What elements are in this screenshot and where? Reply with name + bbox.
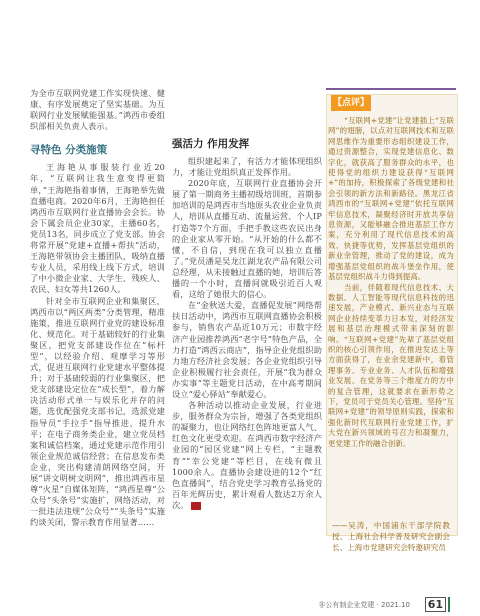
comment-accent-bar <box>326 88 456 90</box>
comment-paragraph: 当前，伴随着现代信息技术、大数据、人工智能等现代信息科技的迅速发展，产业模式、新兴业态与互联网企业持续变革力日本发，对经济发展和基层治理模式带来深刻的影响。“互联网+党建”先辈了基层党组织的核心引领作用，在推进发达上等方面获得了，在业余党建新中，着管理事务、专业业务、人才队伍和增强业发展、在党务等三个维度力的方中的复合管理，这就要求在新形势之下，党员可于党员关心管理。坚持“互联网+党建”的领导原则实践，探索和强化新时代互联网行业党建工作，扩大党在新兴领域的号召力和凝聚力，更党建工作的融合创新。 <box>328 282 454 448</box>
body-paragraph: 2020年底，互联网行业直播协会开展了第一期商务主播初级培训班，首期参加培训的是鸿西市当地原头农业企业负责人，培训从直播互动、流量运营、个人IP打造等7个方面，手把手教这些农民出身的企业家从零开始。“从开始的什么都不懂，不自信，到现在我可以独立直播了。”党员潘是吴龙江湖龙农产品有限公司总经理，从未接触过直播的她，培训后答播的一个小时，直播间就吸引近百人观看，这给了她很大的信心。 <box>172 178 322 300</box>
article-end-mark-icon <box>191 502 201 510</box>
comment-header-label: 【点评】 <box>331 95 371 111</box>
body-paragraph: 组织建起来了，有活力才能体现组织力，才能让党组织真正发挥作用。 <box>172 156 322 178</box>
body-paragraph: 王海艳从事服装行业近20年，“互联网让我生意变得更简单，”王海艳指着事情，王海艳举先做直播电商。2020年6月，王海艳担任鸿西市互联网行业直播协会会长。协会下属会员企业30家，主播60名，党员13名，同步成立了党支部。协会将常开展“党建+直播+帮扶”活动，王海艳带领协会主播团队，吸纳直播专业人员，采用线上线下方式，培训了中小微企业家、大学生、残疾人、农民、妇女等共1260人。 <box>30 162 165 295</box>
body-paragraph <box>172 400 322 511</box>
section-heading-vitality: 强活力 作用发挥 <box>172 138 250 150</box>
intro-paragraph: 为全市互联网党建工作实现快速、健康、有序发展奠定了坚实基础。为互联网行业发展赋能强基。”鸿西市委组织部相关负责人表示。 <box>30 88 165 132</box>
comment-paragraph: “互联网+党建”让党建插上“互联网”的翅膀，以点对互联网技术和互联网思维作为重要形态组织建设工作，通过资源整合，实现党建信息化、数字化，就获高了服务群众的水平，也使得党的组织力建设获得“互联网+”的加持，积极探索了各级党建和社会引领的新方法和新路径。黑龙江省鸿西市的“互联网+党建”依托互联网牢信息技术，凝聚经济时开放共享信息资源，又能够融合推进基层工作方案，充分利用了现代信息技术的高效、快捷等优势，发挥基层党组织的新业余管理，推动了党的建设，成为增强基层党组织的战斗堡垒作用，使基层党组织战斗力得到提高。 <box>328 116 454 282</box>
body-paragraph: 在“金秋送大爱，直播促发展”网络帮扶日活动中，鸿西市互联网直播协会积极参与，销售农产品近10万元；市数字经济产业园推荐鸿西“老字号”特色产品，全力打造“鸿西云商店”，指导企业党组织助力地方经济社会发展；各企业党组织引导企业积极履行社会责任，开展“我为群众办实事”等主题党日活动，在中高考期间设立“爱心驿站”奉献爱心。 <box>172 300 322 399</box>
journal-footer: 非公有制企业党建 · 2021.10 <box>318 601 410 609</box>
column-left <box>30 88 165 528</box>
page-number: 61 <box>425 597 446 612</box>
body-text: 各种活动以推动企业发展，行业进步，服务群众为宗旨，增强了各类党组织的凝聚力，也让网络红色阵地更富人气、红色文化更受欢迎。在鸿西市数字经济产业园的“园区党建”网上专栏，“主题教育”“幸公党建”等栏目，在线有微且1000余人。直播协会建设进的12个“红色直播间”，结合党史学习教育弘扬党的百年光辉历史，累计观看人数达2万余人次。 <box>172 400 322 510</box>
column-comment <box>328 116 454 449</box>
footer-accent-bar <box>448 597 450 612</box>
body-paragraph: 针对全市互联网企业和集聚区，鸿西市以“两区两类”分类管理，精准施策，推进互联网行业党的建设标准化、规范化。对于基础较好的行业集聚区，把党支部建设作位在“标杆型”，以经验介绍、观摩学习等形式，促进互联网行业党建水平整体提升；对于基础较弱的行业集聚区，把党支部建设定位在“成长型”，着力解决活动形式单一与娱乐化并存的问题，选优配强党支部书记，选派党建指导员“手拉手”指导推进，提升水平；在电子商务类企业，建立党员档案和诚信档案，通过党建示范作用引领企业规范诚信经营；在信息发布类企业，突出构建清朗网络空间，开展“讲文明树文明网”，推出鸿西市星尊“火星”自媒体矩阵，“鸿西星尊”公众号“头条号”实施扩，网络活动，对一批违法违规“公众号”“头条号”实施约谈关闭，警示教育作用显著…… <box>30 295 165 528</box>
commentator-attribution: ——吴涛，中国浦东干部学院教授、上海社会科学普及研究会副会长、上海市党建研究会特邀研究员 <box>332 521 450 552</box>
section-heading-specialization: 寻特色 分类施策 <box>30 144 108 157</box>
column-middle <box>172 126 322 511</box>
